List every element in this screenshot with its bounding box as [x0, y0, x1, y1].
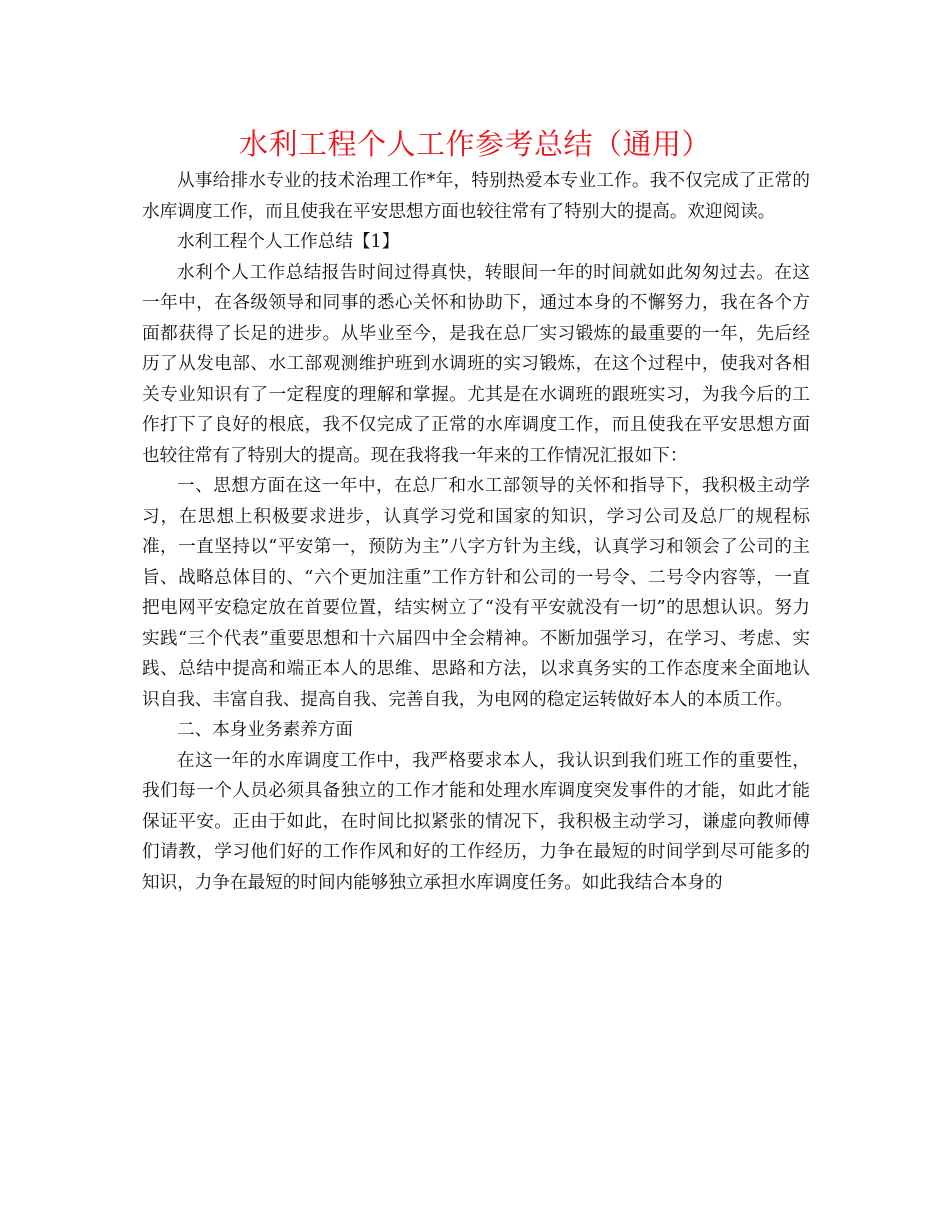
paragraph-report: 水利个人工作总结报告时间过得真快，转眼间一年的时间就如此匆匆过去。在这一年中，在各级领导和同事的悉心关怀和协助下，通过本身的不懈努力，我在各个方面都获得了长足的进步。从毕业至今，是我在总厂实习锻炼的最重要的一年，先后经历了从发电部、水工部观测维护班到水调班的实习锻炼，在这个过程中，使我对各相关专业知识有了一定程度的理解和掌握。尤其是在水调班的跟班实习，为我今后的工作打下了良好的根底，我不仅完成了正常的水库调度工作，而且使我在平安思想方面也较往常有了特别大的提高。现在我将我一年来的工作情况汇报如下： — [142, 262, 810, 466]
document-title: 水利工程个人工作参考总结（通用） — [238, 127, 711, 161]
paragraph-professional: 在这一年的水库调度工作中，我严格要求本人，我认识到我们班工作的重要性，我们每一个人员必须具备独立的工作才能和处理水库调度突发事件的才能，如此才能保证平安。正由于如此，在时间比拟紧张的情况下，我积极主动学习，谦虚向教师傅们请教，学习他们好的工作作风和好的工作经历，力争在最短的时间学到尽可能多的知识，力争在最短的时间内能够独立承担水库调度任务。如此我结合本身的 — [142, 750, 810, 893]
paragraph-intro: 从事给排水专业的技术治理工作*年，特别热爱本专业工作。我不仅完成了正常的水库调度工作，而且使我在平安思想方面也较往常有了特别大的提高。欢迎阅读。 — [142, 171, 810, 222]
section-heading-2: 二、本身业务素养方面 — [177, 720, 353, 740]
document-body — [142, 166, 810, 898]
section-heading-1: 水利工程个人工作总结【1】 — [177, 232, 400, 252]
paragraph-ideology: 一、思想方面在这一年中，在总厂和水工部领导的关怀和指导下，我积极主动学习，在思想上积极要求进步，认真学习党和国家的知识，学习公司及总厂的规程标准，一直坚持以“平安第一，预防为主”八字方针为主线，认真学习和领会了公司的主旨、战略总体目的、“六个更加注重”工作方针和公司的一号令、二号令内容等，一直把电网平安稳定放在首要位置，结实树立了“没有平安就没有一切”的思想认识。努力实践“三个代表”重要思想和十六届四中全会精神。不断加强学习，在学习、考虑、实践、总结中提高和端正本人的思维、思路和方法，以求真务实的工作态度来全面地认识自我、丰富自我、提高自我、完善自我，为电网的稳定运转做好本人的本质工作。 — [142, 476, 810, 710]
